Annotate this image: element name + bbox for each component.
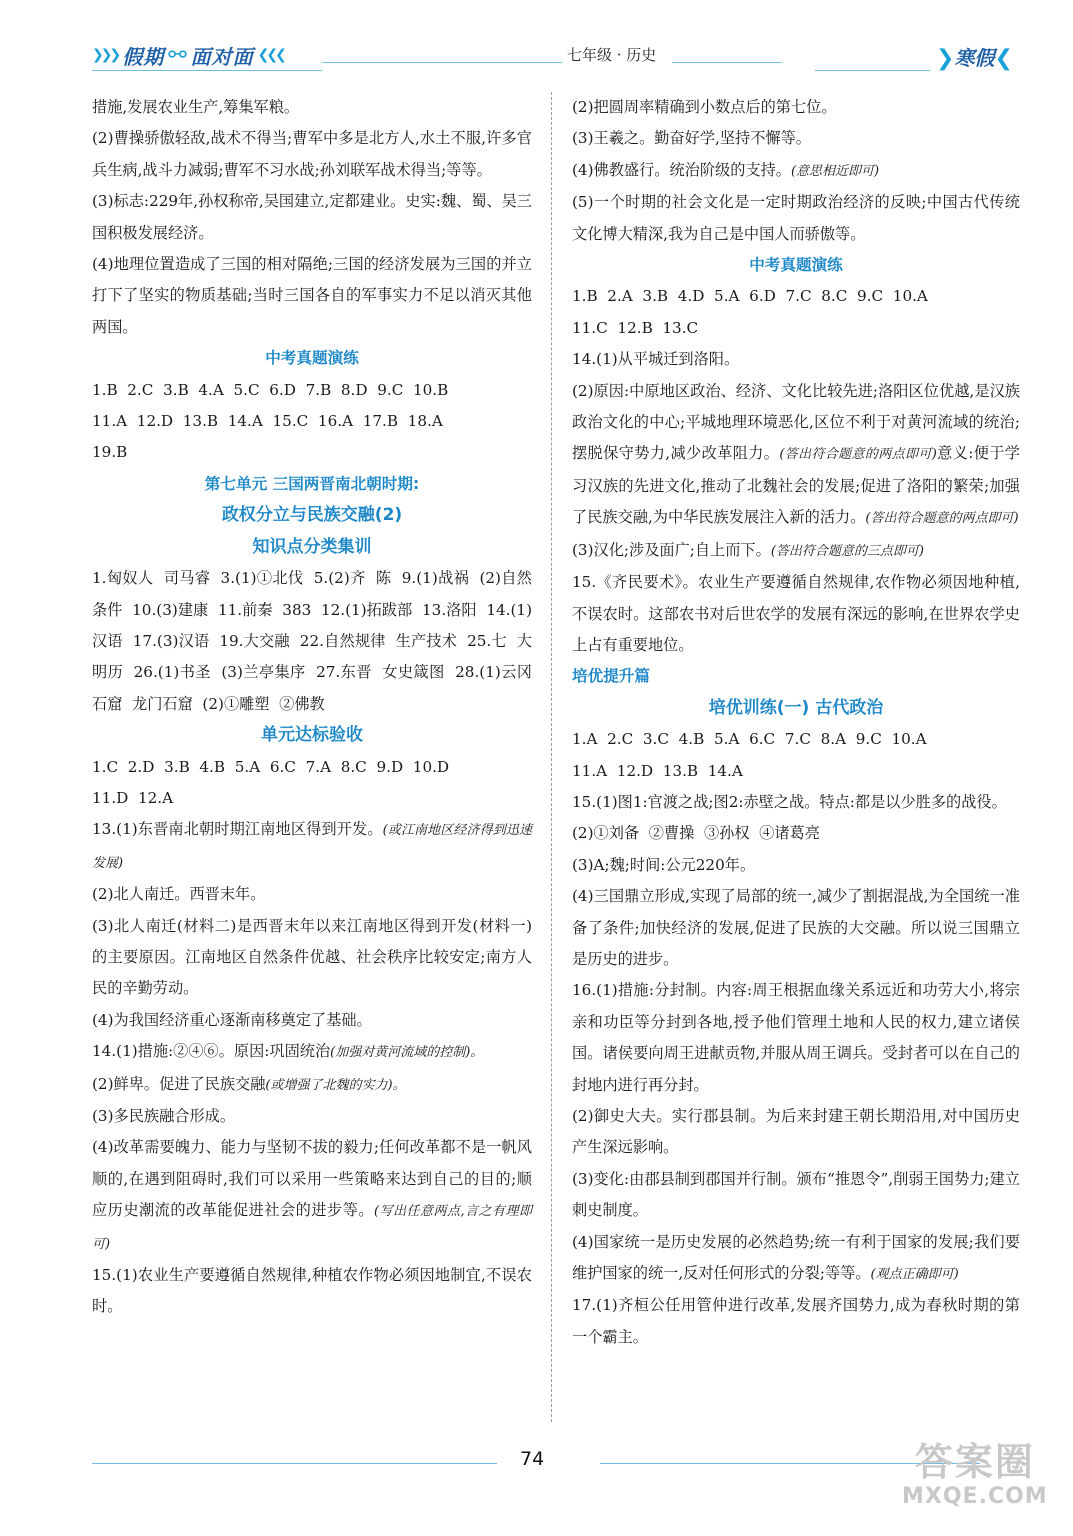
- chevron-left-icon: ❮: [994, 46, 1013, 71]
- grade-subject-label: 七年级 · 历史: [567, 46, 657, 64]
- answer-line: [572, 567, 1020, 661]
- answer-line: [572, 787, 1020, 818]
- answer-line: [572, 975, 1020, 1101]
- answer-text: (2)曹操骄傲轻敌,战术不得当;曹军中多是北方人,水土不服,许多官兵生病,战斗力减弱;曹军不习水战;孙刘联军战术得当;等等。: [92, 129, 532, 179]
- answer-line: [572, 1101, 1020, 1164]
- answer-line: [572, 123, 1020, 154]
- answer-text: 19.B: [92, 443, 128, 462]
- answer-line: [572, 92, 1020, 123]
- answer-text: (3)王羲之。勤奋好学,坚持不懈等。: [572, 129, 811, 148]
- answer-line: [92, 563, 532, 720]
- answer-line: [572, 850, 1020, 881]
- answer-line: [92, 879, 532, 910]
- answer-text: 13.(1)东晋南北朝时期江南地区得到开发。: [92, 820, 383, 839]
- answer-text: (2)北人南迁。西晋末年。: [92, 885, 266, 904]
- answer-text: 措施,发展农业生产,筹集军粮。: [92, 98, 300, 116]
- answer-line: [572, 187, 1020, 250]
- answer-text: 1.B 2.C 3.B 4.A 5.C 6.D 7.B 8.D 9.C 10.B: [92, 380, 449, 399]
- answer-line: [572, 344, 1020, 375]
- answer-note: (答出符合题意的两点即可): [779, 447, 937, 463]
- answer-line: [92, 752, 532, 783]
- chevron-right-icon: ❯: [936, 46, 955, 71]
- answer-text: (4)改革需要魄力、能力与坚韧不拔的毅力;任何改革都不是一帆风顺的,在遇到阻碍时,我们可以采用一些策略来达到自己的目的;顺应历史潮流的改革能促进社会的进步等。: [92, 1138, 532, 1220]
- answer-line: [92, 249, 532, 343]
- answer-line: [572, 881, 1020, 975]
- answer-line: [572, 155, 1020, 187]
- left-column: [92, 92, 532, 1323]
- answer-text: (3)多民族融合形成。: [92, 1107, 236, 1125]
- brand-right-text: 面对面: [190, 44, 254, 69]
- answer-text: 1.B 2.A 3.B 4.D 5.A 6.D 7.C 8.C 9.C 10.A: [572, 287, 928, 306]
- section-heading: 中考真题演练: [749, 256, 843, 275]
- answer-text: 1.匈奴人 司马睿 3.(1)①北伐 5.(2)齐 陈 9.(1)战祸 (2)自然条件 10.(3)建康 11.前秦 383 12.(1)拓跋部 13.洛阳 14.(1)汉语 17.(3)汉语 19.大交融 22.自然规律 生产技术 25.七 大明历 26.(1)书圣 (3)兰亭集序 27.东晋 女史箴图 28.(1)云冈石窟 龙门石窟 (2)①雕塑 ②佛教: [92, 569, 532, 713]
- season-label: [936, 42, 1013, 71]
- answer-text: (2)①刘备 ②曹操 ③孙权 ④诸葛亮: [572, 824, 820, 843]
- answer-note: (意思相近即可): [790, 163, 880, 179]
- answer-line: [572, 724, 1020, 755]
- brand-left-text: 假期: [122, 44, 165, 69]
- header-rule-right-a: [672, 62, 782, 63]
- answer-note: (或增强了北魏的实力)。: [265, 1077, 406, 1093]
- brand-logo: [92, 42, 284, 68]
- answer-text: 15.(1)农业生产要遵循自然规律,种植农作物必须因地制宜,不误农时。: [92, 1266, 532, 1316]
- answer-line: [92, 375, 532, 406]
- page-header: [0, 0, 1073, 80]
- answer-line: [572, 313, 1020, 344]
- answer-text: (3)北人南迁(材料二)是西晋末年以来江南地区得到开发(材料一)的主要原因。江南地区自然条件优越、社会秩序比较安定;南方人民的辛勤劳动。: [92, 916, 532, 998]
- answer-text: 11.D 12.A: [92, 788, 174, 807]
- answer-line: [92, 783, 532, 814]
- answer-note: (加强对黄河流域的控制)。: [330, 1045, 484, 1061]
- answer-line: [92, 1101, 532, 1132]
- section-heading: 知识点分类集训: [252, 536, 372, 557]
- answer-line: [92, 406, 532, 437]
- answer-text: (2)把圆周率精确到小数点后的第七位。: [572, 98, 837, 116]
- answer-text-cont: 意义:便于学习汉族的先进文化,推动了北魏社会的发展;促进了洛阳的繁荣;加强了民族交融,为中华民族发展注入新的活力。: [572, 444, 1020, 527]
- answer-line: [92, 92, 532, 123]
- answer-text: (3)汉化;涉及面广;自上而下。: [572, 540, 771, 559]
- section-heading: 培优提升篇: [572, 667, 650, 686]
- answer-line: [572, 1164, 1020, 1227]
- answer-line: [92, 1069, 532, 1101]
- answer-line: [92, 814, 532, 879]
- answer-line: [572, 376, 1020, 535]
- section-heading: 中考真题演练: [265, 349, 359, 368]
- answer-text: 15.《齐民要术》。农业生产要遵循自然规律,农作物必须因地种植,不误农时。这部农书对后世农学的发展有深远的影响,在世界农学史上占有重要地位。: [572, 573, 1020, 654]
- answer-note: (答出符合题意的两点即可): [865, 511, 1019, 527]
- answer-note: (答出符合题意的三点即可): [770, 543, 924, 559]
- answer-line: [572, 535, 1020, 567]
- answer-line: [92, 186, 532, 249]
- answer-text: (4)为我国经济重心逐渐南移奠定了基础。: [92, 1010, 372, 1029]
- answer-note: (或江南地区经济得到迅速发展): [92, 823, 532, 871]
- answer-text: 14.(1)措施:②④⑥。原因:巩固统治: [92, 1042, 331, 1061]
- answer-line: [92, 1036, 532, 1068]
- header-rule-right-b: [815, 70, 930, 71]
- answer-text: 1.C 2.D 3.B 4.B 5.A 6.C 7.A 8.C 9.D 10.D: [92, 757, 450, 776]
- answer-note: (观点正确即可): [870, 1267, 959, 1283]
- answer-text: (2)原因:中原地区政治、经济、文化比较先进;洛阳区位优越,是汉族政治文化的中心;平城地理环境恶化,区位不利于对黄河流域的统治;摆脱保守势力,减少改革阻力。: [572, 381, 1020, 463]
- answer-line: [572, 756, 1020, 787]
- header-rule-mid: [322, 62, 562, 63]
- answer-line: [572, 1290, 1020, 1353]
- answer-note: (写出任意两点,言之有理即可): [92, 1204, 532, 1252]
- answer-text: 16.(1)措施:分封制。内容:周王根据血缘关系远近和功劳大小,将宗亲和功臣等分封到各地,授予他们管理土地和人民的权力,建立诸侯国。诸侯要向周王进献贡物,并服从周王调兵。受封者可以在自己的封地内进行再分封。: [572, 981, 1020, 1094]
- answer-line: [92, 1260, 532, 1323]
- answer-line: [92, 911, 532, 1005]
- answer-text: 11.C 12.B 13.C: [572, 318, 699, 337]
- answer-text: 11.A 12.D 13.B 14.A 15.C 16.A 17.B 18.A: [92, 412, 443, 431]
- watermark-top-text: 答案圈: [914, 1440, 1035, 1484]
- answer-text: 15.(1)图1:官渡之战;图2:赤壁之战。特点:都是以少胜多的战役。: [572, 792, 1007, 811]
- section-heading: 培优训练(一) 古代政治: [708, 697, 884, 718]
- answer-text: 17.(1)齐桓公任用管仲进行改革,发展齐国势力,成为春秋时期的第一个霸主。: [572, 1296, 1020, 1346]
- answer-line: [572, 1227, 1020, 1291]
- season-text: 寒假: [954, 46, 995, 70]
- answer-text: 1.A 2.C 3.C 4.B 5.A 6.C 7.C 8.A 9.C 10.A: [572, 730, 927, 749]
- answer-text: (4)三国鼎立形成,实现了局部的统一,减少了割据混战,为全国统一准备了条件;加快经济的发展,促进了民族的大交融。所以说三国鼎立是历史的进步。: [572, 887, 1020, 968]
- page-number: 74: [520, 1448, 545, 1470]
- chevrons-left-icon: ❮❮❮: [257, 47, 284, 63]
- section-heading: 第七单元 三国两晋南北朝时期:: [204, 474, 420, 493]
- answer-text: (5)一个时期的社会文化是一定时期政治经济的反映;中国古代传统文化博大精深,我为自己是中国人而骄傲等。: [572, 193, 1020, 243]
- brand-x-icon: ⚯: [168, 42, 187, 68]
- header-rule-left: [92, 70, 322, 71]
- answer-line: [92, 123, 532, 186]
- answer-text: (3)A;魏;时间:公元220年。: [572, 855, 756, 874]
- answer-line: [92, 1005, 532, 1036]
- answer-line: [572, 818, 1020, 849]
- answer-text: (2)鲜卑。促进了民族交融: [92, 1074, 266, 1093]
- watermark: [902, 1440, 1048, 1510]
- answer-text: (4)地理位置造成了三国的相对隔绝;三国的经济发展为三国的并立打下了坚实的物质基础;当时三国各自的军事实力不足以消灭其他两国。: [92, 255, 532, 336]
- answer-text: 14.(1)从平城迁到洛阳。: [572, 350, 740, 369]
- answer-text: 11.A 12.D 13.B 14.A: [572, 761, 743, 780]
- footer-rule-left: [92, 1463, 497, 1464]
- answer-text: (3)标志:229年,孙权称帝,吴国建立,定都建业。史实:魏、蜀、吴三国积极发展经济。: [92, 192, 532, 242]
- watermark-bottom-text: MXQE.COM: [902, 1484, 1048, 1509]
- right-column: [572, 92, 1020, 1353]
- chevrons-right-icon: ❯❯❯: [92, 47, 119, 63]
- answer-line: [572, 281, 1020, 312]
- answer-line: [92, 437, 532, 468]
- answer-text: (4)国家统一是历史发展的必然趋势;统一有利于国家的发展;我们要维护国家的统一,反对任何形式的分裂;等等。: [572, 1232, 1020, 1283]
- column-divider: [551, 92, 552, 1422]
- answer-text: (3)变化:由郡县制到郡国并行制。颁布“推恩令”,削弱王国势力;建立刺史制度。: [572, 1169, 1020, 1220]
- section-heading: 政权分立与民族交融(2): [221, 505, 403, 526]
- answer-text: (2)御史大夫。实行郡县制。为后来封建王朝长期沿用,对中国历史产生深远影响。: [572, 1107, 1020, 1157]
- section-heading: 单元达标验收: [261, 725, 363, 746]
- answer-line: [92, 1132, 532, 1260]
- answer-text: (4)佛教盛行。统治阶级的支持。: [572, 160, 791, 179]
